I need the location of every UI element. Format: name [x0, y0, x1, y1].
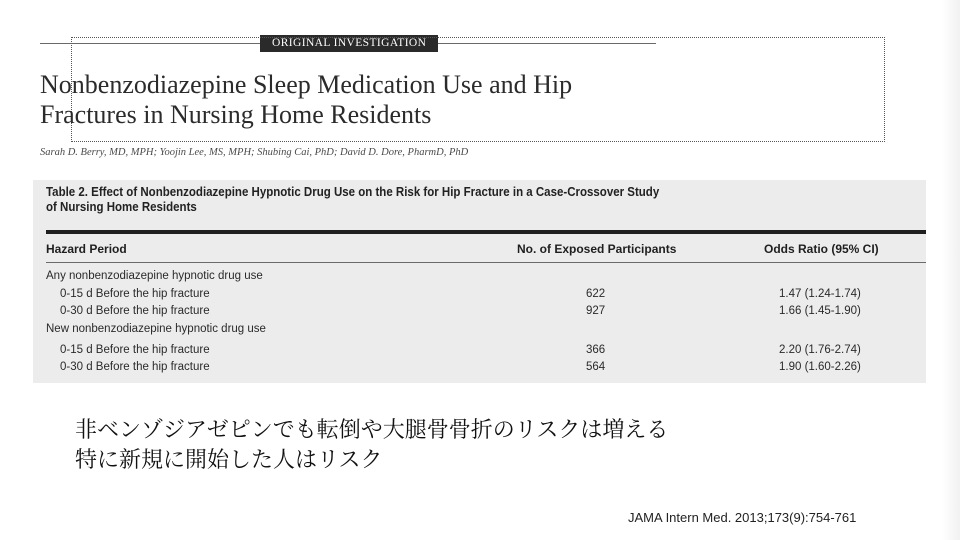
row-label: New nonbenzodiazepine hypnotic drug use [46, 323, 266, 335]
odds-ratio: 2.20 (1.76-2.74) [779, 344, 861, 356]
table-caption-line-1: Table 2. Effect of Nonbenzodiazepine Hypnotic Drug Use on the Risk for Hip Fracture in a Case-Crossover Study [46, 185, 660, 199]
table-row [33, 359, 926, 376]
title-line-2: Fractures in Nursing Home Residents [40, 100, 432, 129]
section-label: ORIGINAL INVESTIGATION [260, 35, 438, 52]
table-caption-line-2: of Nursing Home Residents [46, 200, 197, 214]
summary-line-1: 非ベンゾジアゼピンでも転倒や大腿骨骨折のリスクは増える [75, 418, 669, 443]
table-row [33, 303, 926, 320]
table-row [33, 268, 926, 285]
citation: JAMA Intern Med. 2013;173(9):754-761 [628, 510, 857, 525]
right-edge-shade [942, 0, 960, 540]
table-caption [46, 185, 800, 215]
row-label: 0-30 d Before the hip fracture [60, 361, 210, 373]
table-row [33, 286, 926, 303]
table-row [33, 321, 926, 338]
table-header-rule [46, 262, 926, 263]
header-odds-ratio: Odds Ratio (95% CI) [764, 242, 879, 256]
table-top-rule [46, 230, 926, 234]
odds-ratio: 1.90 (1.60-2.26) [779, 361, 861, 373]
exposed-count: 366 [586, 344, 606, 356]
row-label: 0-15 d Before the hip fracture [60, 288, 210, 300]
author-list: Sarah D. Berry, MD, MPH; Yoojin Lee, MS, MPH; Shubing Cai, PhD; David D. Dore, PharmD, PhD [40, 147, 469, 158]
table-panel [33, 180, 926, 383]
header-hazard-period: Hazard Period [46, 242, 127, 256]
exposed-count: 622 [586, 288, 606, 300]
row-label: Any nonbenzodiazepine hypnotic drug use [46, 270, 263, 282]
title-line-1: Nonbenzodiazepine Sleep Medication Use and Hip [40, 70, 573, 99]
row-label: 0-30 d Before the hip fracture [60, 305, 210, 317]
table-row [33, 342, 926, 359]
header-exposed-participants: No. of Exposed Participants [517, 242, 677, 256]
row-label: 0-15 d Before the hip fracture [60, 344, 210, 356]
summary-line-2: 特に新規に開始した人はリスク [75, 448, 383, 473]
article-title [40, 70, 740, 130]
exposed-count: 927 [586, 305, 606, 317]
odds-ratio: 1.66 (1.45-1.90) [779, 305, 861, 317]
odds-ratio: 1.47 (1.24-1.74) [779, 288, 861, 300]
exposed-count: 564 [586, 361, 606, 373]
summary-note [75, 416, 668, 476]
